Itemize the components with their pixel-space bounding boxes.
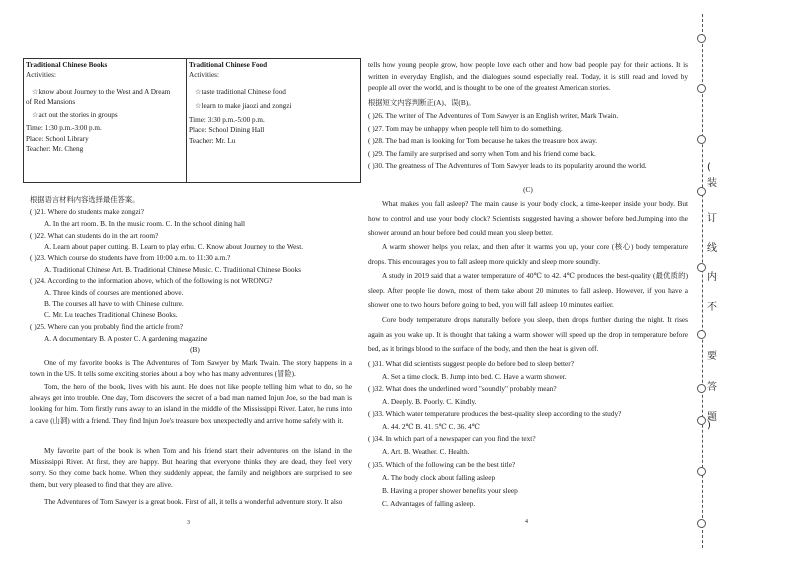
question-32: ( )32. What does the underlined word "soundly" probably mean?	[368, 384, 557, 393]
table-line: Time: 3:30 p.m.-5:00 p.m.	[189, 116, 265, 125]
question-35: ( )35. Which of the following can be the best title?	[368, 460, 516, 469]
binding-hole	[697, 384, 706, 393]
binding-hole	[697, 84, 706, 93]
judge-item-27: ( )27. Tom may be unhappy when people tell him to do something.	[368, 124, 563, 133]
binding-char: 题	[707, 412, 717, 423]
option-24a: A. Three kinds of courses are mentioned above.	[44, 288, 184, 297]
table-line: ☆learn to make jiaozi and zongzi	[195, 101, 292, 110]
table-line: Place: School Dining Hall	[189, 126, 265, 135]
table-line: ☆know about Journey to the West and A Dream	[32, 87, 171, 96]
table-line: Activities:	[189, 71, 219, 80]
binding-hole	[697, 330, 706, 339]
binding-hole	[697, 416, 706, 425]
binding-char: (	[707, 162, 711, 173]
binding-char: 答	[707, 382, 717, 393]
judge-item-28: ( )28. The bad man is looking for Tom because he takes the treasure box away.	[368, 136, 598, 145]
table-col-title: Traditional Chinese Food	[189, 61, 268, 69]
binding-char: 要	[707, 351, 717, 362]
passage-c-paragraph: A warm shower helps you relax, and then after it warms you up, your core (核心) body temperature drops. This encourages you to fall asleep more quickly and sleep more soundly.	[368, 242, 688, 266]
binding-hole	[697, 187, 706, 196]
passage-b-paragraph: My favorite part of the book is when Tom and his friend start their adventures on the island in the Mississippi River. At first, they are happy. But hearing that everyone thinks they are dead, they feel very sorry. So they come back home. When they suddenly appear, the family and neighbors are surprised to see them, but very pleased to find that they are alive.	[30, 446, 352, 489]
question-25: ( )25. Where can you probably find the article from?	[30, 322, 184, 331]
binding-char: 不	[707, 302, 717, 313]
instruction-text: 根据语言材料内容选择最佳答案。	[30, 195, 140, 204]
option-35c: C. Advantages of falling asleep.	[382, 499, 476, 508]
options-21: A. In the art room. B. In the music room. C. In the school dining hall	[44, 219, 246, 228]
section-c-heading: (C)	[523, 185, 533, 194]
passage-c-paragraph: Core body temperature drops naturally before you sleep, then drops further during the night. It rises again as you wake up. It is thought that taking a warm shower will speed up the drop in temperature before bed, as it brings blood to the surface of the body, and then the heat is given off.	[368, 315, 688, 353]
question-31: ( )31. What did scientists suggest people do before bed to sleep better?	[368, 359, 574, 368]
passage-b-paragraph: One of my favorite books is The Adventures of Tom Sawyer by Mark Twain. The story happens in a town in the US. It tells some exciting stories about a boy who has many adventures (冒险).	[30, 358, 352, 379]
binding-hole	[697, 519, 706, 528]
binding-hole	[697, 263, 706, 272]
options-31: A. Set a time clock. B. Jump into bed. C. Have a warm shower.	[382, 372, 567, 381]
binding-char: 装	[707, 178, 717, 189]
options-32: A. Deeply. B. Poorly. C. Kindly.	[382, 397, 477, 406]
options-25: A. A documentary B. A poster C. A gardening magazine	[44, 334, 208, 343]
option-35a: A. The body clock about falling asleep	[382, 473, 496, 482]
table-line: Time: 1:30 p.m.-3:00 p.m.	[26, 124, 102, 133]
option-35b: B. Having a proper shower benefits your sleep	[382, 486, 518, 495]
passage-c-paragraph: A study in 2019 said that a water temperature of 40℃ to 42. 4℃ produces the best-quality (最优质的) sleep. After people lie down, most of them take about 20 minutes to fall asleep. However, if you have a shower one to two hours before going to bed, you will fall asleep 10 minutes earlier.	[368, 271, 688, 309]
option-24b: B. The courses all have to with Chinese culture.	[44, 299, 184, 308]
question-21: ( )21. Where do students make zongzi?	[30, 207, 144, 216]
table-line: Activities:	[26, 71, 56, 80]
judge-item-30: ( )30. The greatness of The Adventures of Tom Sawyer leads to its popularity around the world.	[368, 161, 647, 170]
question-24: ( )24. According to the information above, which of the following is not WRONG?	[30, 276, 273, 285]
option-24c: C. Mr. Lu teaches Traditional Chinese Books.	[44, 310, 178, 319]
binding-char: )	[707, 420, 711, 431]
options-22: A. Learn about paper cutting. B. Learn to play erhu. C. Know about Journey to the West.	[44, 242, 304, 251]
options-34: A. Art. B. Weather. C. Health.	[382, 447, 470, 456]
table-line: ☆act out the stories in groups	[32, 111, 118, 120]
judge-instruction: 根据短文内容判断正(A)、误(B)。	[368, 98, 476, 107]
question-23: ( )23. Which course do students have from 10:00 a.m. to 11:30 a.m.?	[30, 253, 231, 262]
binding-char: 订	[707, 213, 717, 224]
page-number: 4	[525, 519, 528, 525]
judge-item-29: ( )29. The family are surprised and sorry when Tom and his friend come back.	[368, 149, 596, 158]
binding-hole	[697, 34, 706, 43]
table-line: of Red Mansions	[26, 97, 76, 106]
table-line: Teacher: Mr. Lu	[189, 136, 236, 145]
binding-char: 内	[707, 272, 717, 283]
question-33: ( )33. Which water temperature produces the best-quality sleep according to the study?	[368, 409, 622, 418]
passage-c-paragraph: What makes you fall asleep? The main cause is your body clock, a time-keeper inside your body. But how to control and use your body clock? Scientists suggested having a shower before bed.Jumping into the shower around an hour before bed could mean you sleep better.	[368, 199, 688, 237]
binding-hole	[697, 467, 706, 476]
passage-b-continued: tells how young people grow, how people love each other and how bad people pay for their actions. It is written in everyday English, and the dialogues sound especially real. Today, it is still read and loved by people all over the world, and is thought to be one of the greatest American stories.	[368, 60, 688, 92]
table-line: Place: School Library	[26, 134, 89, 143]
options-23: A. Traditional Chinese Art. B. Traditional Chinese Music. C. Traditional Chinese Books	[44, 265, 302, 274]
table-col-title: Traditional Chinese Books	[26, 61, 108, 69]
binding-hole	[697, 135, 706, 144]
table-line: Teacher: Mr. Cheng	[26, 145, 84, 154]
question-34: ( )34. In which part of a newspaper can you find the text?	[368, 434, 536, 443]
table-col-food	[187, 59, 361, 183]
question-22: ( )22. What can students do in the art room?	[30, 231, 159, 240]
section-b-heading: (B)	[190, 345, 200, 354]
passage-b-paragraph: Tom, the hero of the book, lives with his aunt. He does not like people telling him what to do, so he always get into trouble. One day, Tom discovers the secret of a bad man named Injun Joe, so the bad man is looking for him. Tom firstly runs away to an island in the middle of the Mississippi River. Later, he runs into a cave (山洞) with a friend. They find Injun Joe's treasure box unexpectedly and arrive home safely with it.	[30, 382, 352, 425]
passage-b-paragraph: The Adventures of Tom Sawyer is a great book. First of all, it tells a wonderful adventure story. It also	[44, 497, 343, 506]
judge-item-26: ( )26. The writer of The Adventures of Tom Sawyer is an English writer, Mark Twain.	[368, 111, 619, 120]
page-number: 3	[187, 520, 190, 526]
binding-char: 线	[707, 243, 717, 254]
activities-table	[23, 58, 361, 183]
table-col-books	[24, 59, 187, 183]
table-line: ☆taste traditional Chinese food	[195, 87, 286, 96]
options-33: A. 44. 2℃ B. 41. 5℃ C. 36. 4℃	[382, 422, 480, 431]
